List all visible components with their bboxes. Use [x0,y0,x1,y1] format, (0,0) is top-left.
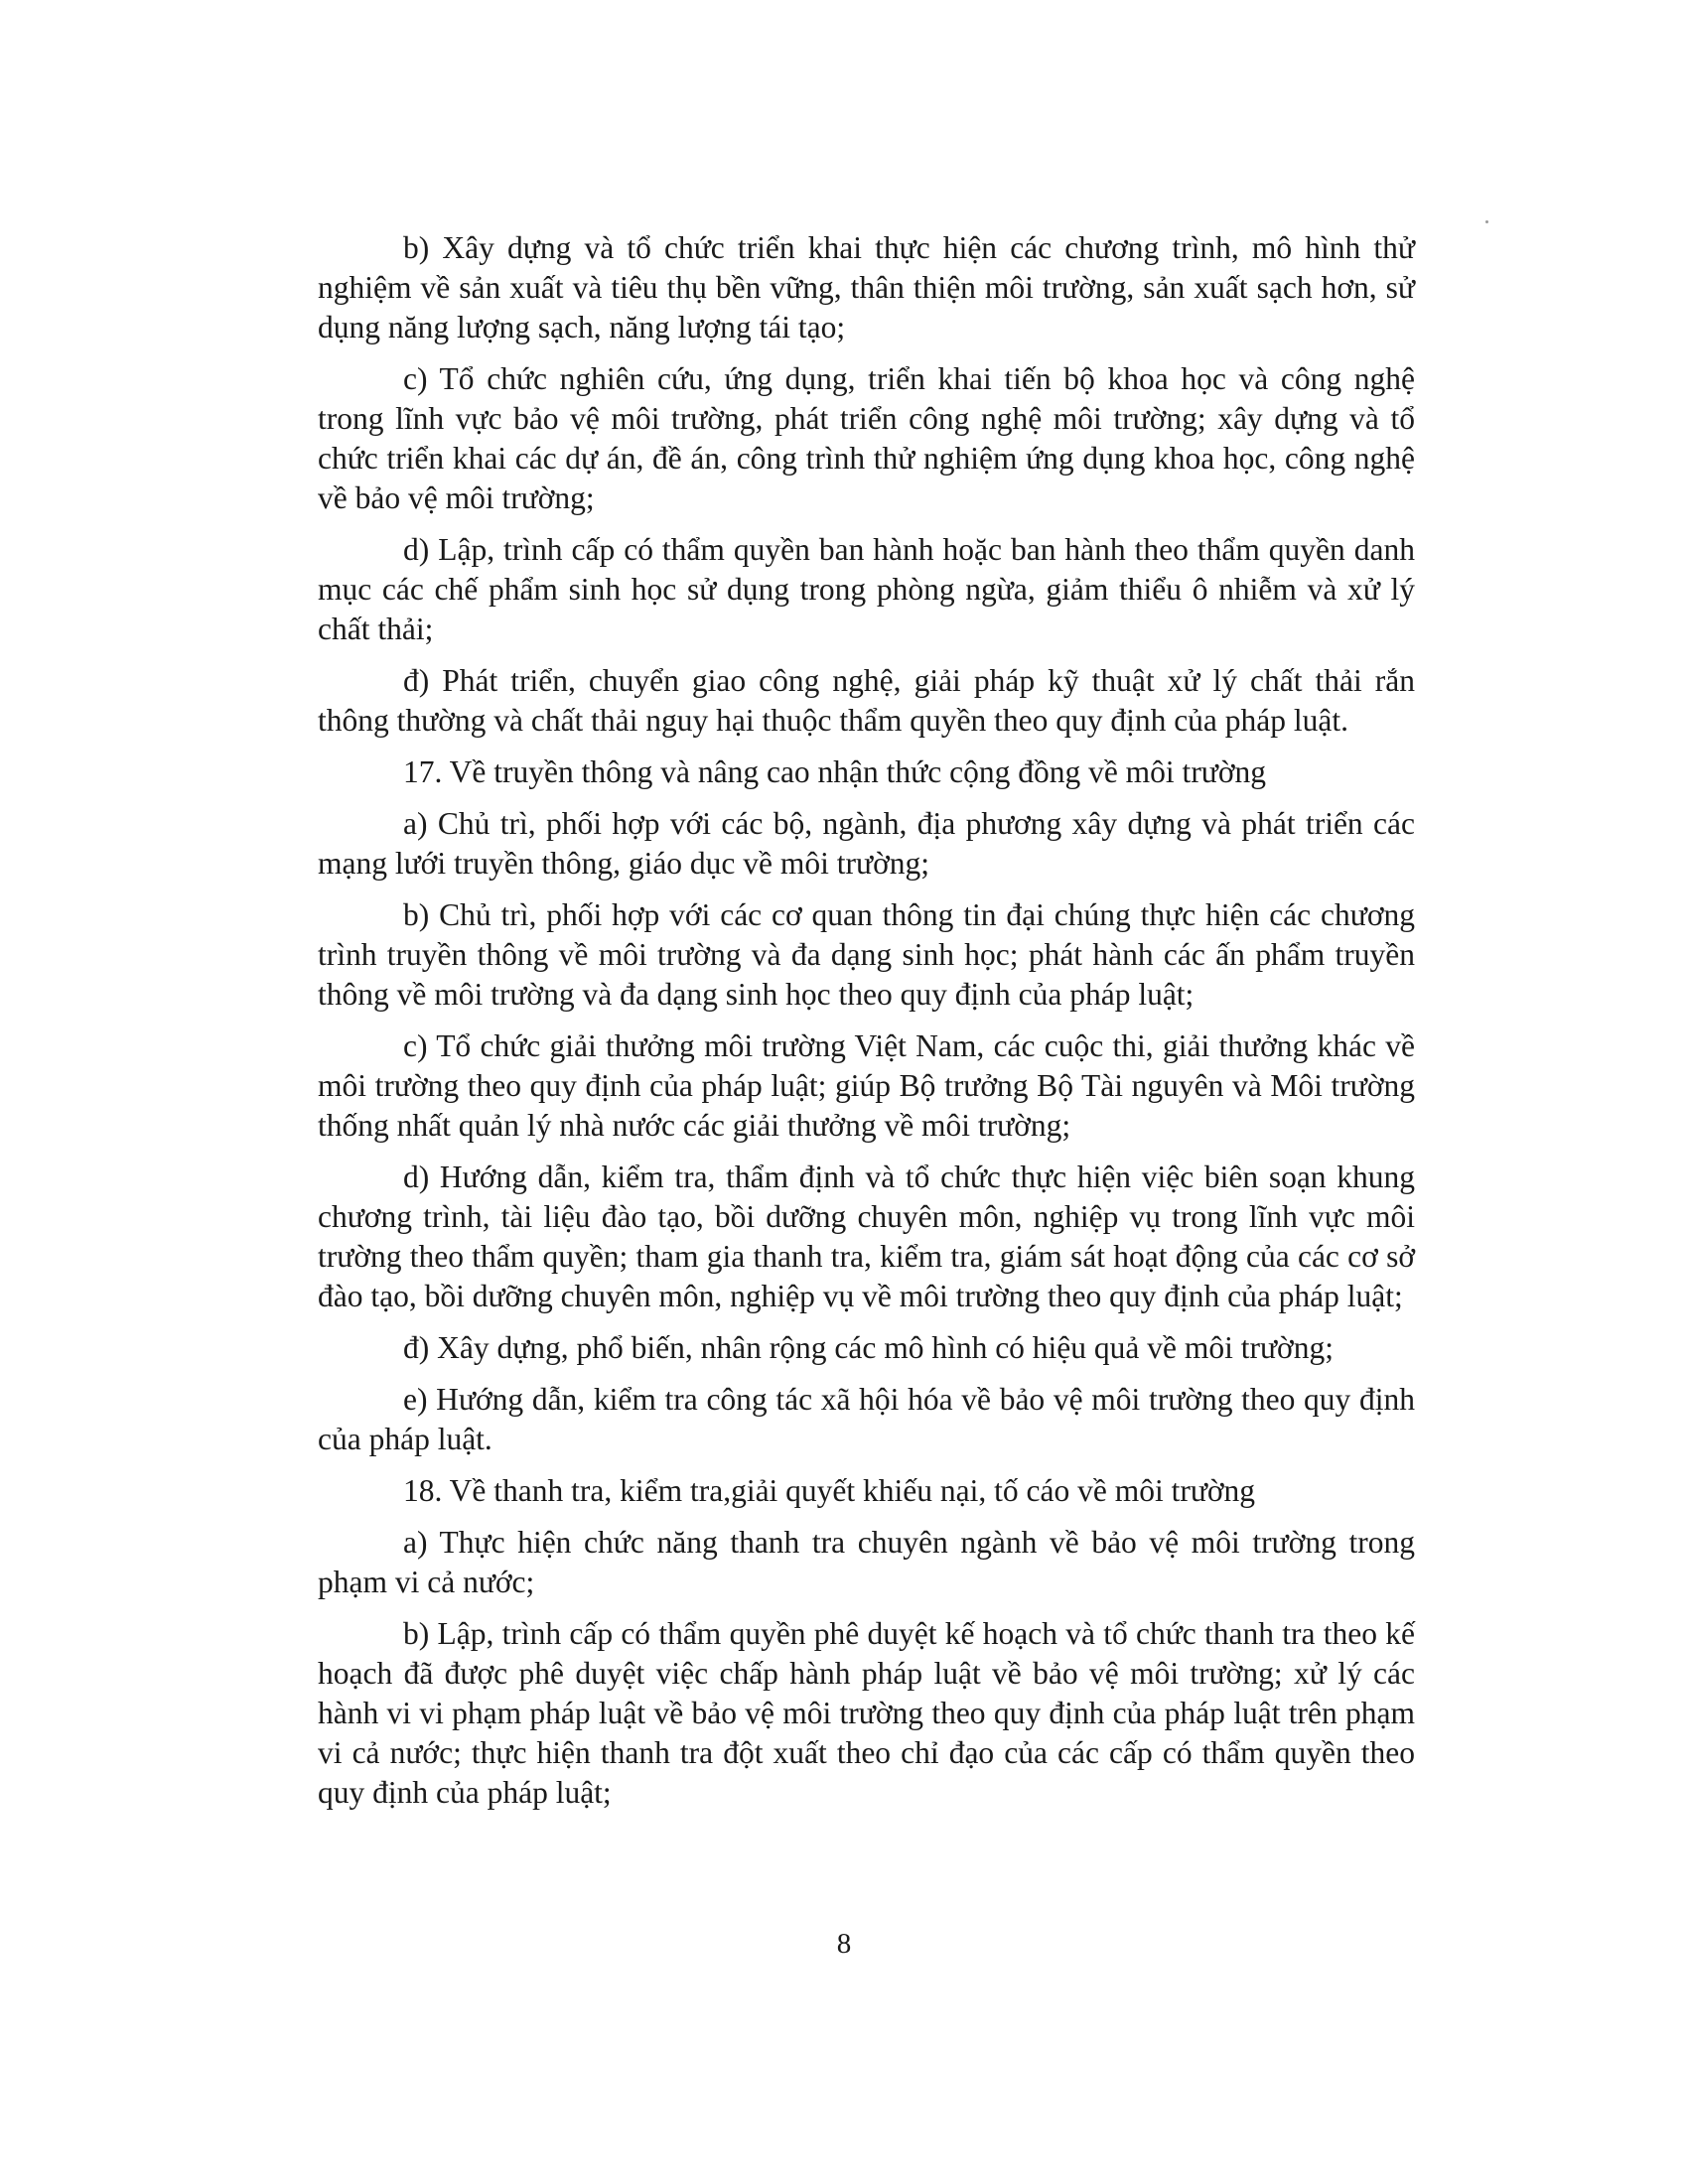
paragraph-16c: c) Tổ chức nghiên cứu, ứng dụng, triển khai tiến bộ khoa học và công nghệ trong lĩnh vực bảo vệ môi trường, phát triển công nghệ môi trường; xây dựng và tổ chức triển khai các dự án, đề án, công trình thử nghiệm ứng dụng khoa học, công nghệ về bảo vệ môi trường; [318,361,1415,515]
page-number: 8 [836,1928,852,1960]
section-17-heading: 17. Về truyền thông và nâng cao nhận thức cộng đồng về môi trường [403,754,1267,789]
paragraph-16b: b) Xây dựng và tổ chức triển khai thực hiện các chương trình, mô hình thử nghiệm về sản xuất và tiêu thụ bền vững, thân thiện môi trường, sản xuất sạch hơn, sử dụng năng lượng sạch, năng lượng tái tạo; [318,230,1415,344]
document-body [318,228,1415,1825]
section-18-heading: 18. Về thanh tra, kiểm tra,giải quyết khiếu nại, tố cáo về môi trường [403,1473,1256,1508]
paragraph-17a: a) Chủ trì, phối hợp với các bộ, ngành, địa phương xây dựng và phát triển các mạng lưới truyền thông, giáo dục về môi trường; [318,806,1415,881]
paragraph-17c: c) Tổ chức giải thưởng môi trường Việt Nam, các cuộc thi, giải thưởng khác về môi trường theo quy định của pháp luật; giúp Bộ trưởng Bộ Tài nguyên và Môi trường thống nhất quản lý nhà nước các giải thưởng về môi trường; [318,1028,1415,1143]
paragraph-16dd: đ) Phát triển, chuyển giao công nghệ, giải pháp kỹ thuật xử lý chất thải rắn thông thường và chất thải nguy hại thuộc thẩm quyền theo quy định của pháp luật. [318,663,1415,738]
paragraph-17e: e) Hướng dẫn, kiểm tra công tác xã hội hóa về bảo vệ môi trường theo quy định của pháp luật. [318,1382,1415,1456]
paragraph-18b: b) Lập, trình cấp có thẩm quyền phê duyệt kế hoạch và tổ chức thanh tra theo kế hoạch đã được phê duyệt việc chấp hành pháp luật về bảo vệ môi trường; xử lý các hành vi vi phạm pháp luật về bảo vệ môi trường theo quy định của pháp luật trên phạm vi cả nước; thực hiện thanh tra đột xuất theo chỉ đạo của các cấp có thẩm quyền theo quy định của pháp luật; [318,1616,1415,1810]
paragraph-16d: d) Lập, trình cấp có thẩm quyền ban hành hoặc ban hành theo thẩm quyền danh mục các chế phẩm sinh học sử dụng trong phòng ngừa, giảm thiểu ô nhiễm và xử lý chất thải; [318,532,1415,646]
paragraph-17d: d) Hướng dẫn, kiểm tra, thẩm định và tổ chức thực hiện việc biên soạn khung chương trình, tài liệu đào tạo, bồi dưỡng chuyên môn, nghiệp vụ trong lĩnh vực môi trường theo thẩm quyền; tham gia thanh tra, kiểm tra, giám sát hoạt động của các cơ sở đào tạo, bồi dưỡng chuyên môn, nghiệp vụ về môi trường theo quy định của pháp luật; [318,1160,1415,1313]
paragraph-18a: a) Thực hiện chức năng thanh tra chuyên ngành về bảo vệ môi trường trong phạm vi cả nước; [318,1525,1415,1599]
paragraph-17dd: đ) Xây dựng, phổ biến, nhân rộng các mô hình có hiệu quả về môi trường; [403,1330,1334,1365]
paragraph-17b: b) Chủ trì, phối hợp với các cơ quan thông tin đại chúng thực hiện các chương trình truyền thông về môi trường và đa dạng sinh học; phát hành các ấn phẩm truyền thông về môi trường và đa dạng sinh học theo quy định của pháp luật; [318,897,1415,1012]
scan-speck [1485,220,1488,223]
